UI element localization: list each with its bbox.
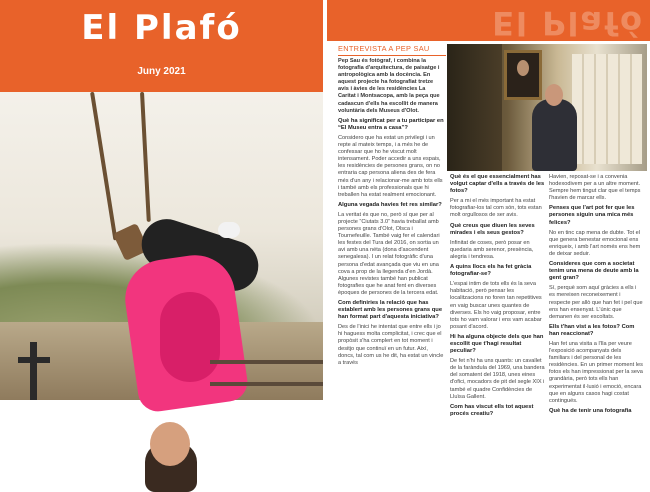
question: Alguna vegada havies fet res similar? [338,201,442,208]
section-label: ENTREVISTA A PEP SAU [338,44,446,56]
photographer-figure [532,99,577,171]
cross-post [30,342,37,400]
answer: La veritat és que no, però sí que per al projecte “Ciutats 3.0” havia treballat amb persones grans d'Olot, Olsca i Tournefeuille. També vaig fer el calendari les festes del Tura del 2016, on sortia un avi amb una néta (dona d'ascendent senegalesa). I un relat fotogràfic d'una persona d'edat avançada que viu en una cova a prop de la llegenda d'en Jordà. Algunes revistes també han publicat fotografies que he anat fent en diverses èpoques de persones de la tercera edat. [338,211,440,296]
article-intro: Pep Sau és fotògraf, i combina la fotografia d'arquitectura, de paisatge i antropològica amb la docència. En aquest projecte ha fotografiat tretze avis i àvies de les residències La Caritat i Montsacopa, amb la peça que cadascun d'ells ha escollit de manera voluntària dels Museus d'Olot. [338,58,440,114]
question: Ells t'han vist a les fotos? Com han reaccionat? [549,323,635,337]
question: Què creus que diuen les seves mirades i els seus gestos? [450,222,535,236]
jacket-shadow [160,292,220,382]
answer: De fet n'hi ha uns quants: un cavallet de la faràndula del 1969, una bandera del somatent del 1918, unes eines d'ofici, mocadors de pit del segle XIX i també el quadre Confidències de Lluïsa Gallent. [450,358,545,400]
article-column-2 [450,174,546,417]
question: Penses que l'art pot fer que les persones siguin una mica més felices? [549,205,635,226]
swing-rope [140,92,151,222]
cross-bar [18,357,50,363]
cover-photo [0,92,323,400]
article-header-band [327,0,650,41]
answer: Han fet una visita a l'Ila per veure l'exposició acompanyats dels familiars i del personal de les residències. En un primer moment les fotos els han impressionat per la seva grandària, però tots ells han experimentat il·lusió i emoció, encara que en alguns casos hagi costat contingués. [549,340,643,404]
mirrored-title: El Plafó [492,4,644,42]
question: Com definiries la relació que has establert amb les persones grans que han format part d'aquesta iniciativa? [338,300,443,321]
question: A quins llocs els ha fet gràcia fotografiar-se? [450,264,532,278]
question: Consideres que com a societat tenim una mena de deute amb la gent gran? [549,261,639,282]
question: Què és el que essencialment has volgut captar d'ells a través de les fotos? [450,174,545,195]
fence-rail [210,360,323,364]
answer: L'espai intim de tots ells és la seva habitació, però pensar les localitzacions no foren tan repetitives en vaig buscar unes quantes de diverses. Els ho vaig proposar, entre tots ho vam valorar i ens vam acabar posant d'acord. [450,281,542,330]
interview-photo [447,44,647,171]
portrait-face [517,60,529,76]
cover-header [0,0,323,92]
answer: Sí, perquè som aquí gràcies a ells i es mereixen reconeixement i respecte per allò que han fet i pel que ens han ensenyat. L'únic que demanen és ser escoltats. [549,285,643,320]
question: Què ha significat per a tu participar en “El Museu entra a casa”? [338,117,444,131]
question: Hi ha alguna objecte dels que han escollit que t'hagi resultat peculiar? [450,333,544,355]
answer: Per a mi el més important ha estat fotografiar-los tal com són, tots estan molt orgullosos de ser avis. [450,198,542,219]
article-page [327,0,650,417]
person-shoe [218,222,240,238]
answer: Havien, reposat-se i a convenia hodexodivem per a un altre moment. Sempre hem tingut clar que el temps l'havien de marcar ells. [549,174,641,202]
article-column-3 [549,174,643,414]
swing-rope [90,92,117,241]
answer: Des de l'inici he intentat que entre ells i jo hi haguess molta complicitat, i crec que el propòsit s'ha complert en tot moment i desitjo que continuï en un futur. Així, doncs, tal com us he dit, ha estat un vincle a través [338,324,444,366]
photo-dark-area [447,44,502,171]
magazine-cover [0,0,323,400]
answer: No en tinc cap mena de dubte. Tot el que genera benestar emocional ens enriqueix, i amb l'art només ens hem de deixar seduir. [549,229,641,257]
answer: Considero que ha estat un privilegi i un repte al mateix temps, i a més he de confessar que ho he viscut molt intensament. Poder accedir a uns espais, les residències de persones grans, on no entraria cap persona aliena des de fera més d'un any i relacionar-me amb tots ells i també amb els professionals que hi treballen ha estat realment emocionant. [338,134,443,198]
question: Què ha de tenir una fotografia [549,407,632,414]
answer: Infinitat de coses, però posar en quedaria amb serenor, presència, alegria i tendresa. [450,239,534,260]
issue-date: Juny 2021 [137,66,186,77]
magazine-title: El Plafó [81,8,242,48]
museum-shelf [572,54,642,164]
question: Com has viscut ells tot aquest procés creatiu? [450,403,534,417]
person-head [150,422,190,466]
article-column-1 [338,58,444,400]
fence-rail [210,382,323,386]
photographer-head [545,84,563,106]
